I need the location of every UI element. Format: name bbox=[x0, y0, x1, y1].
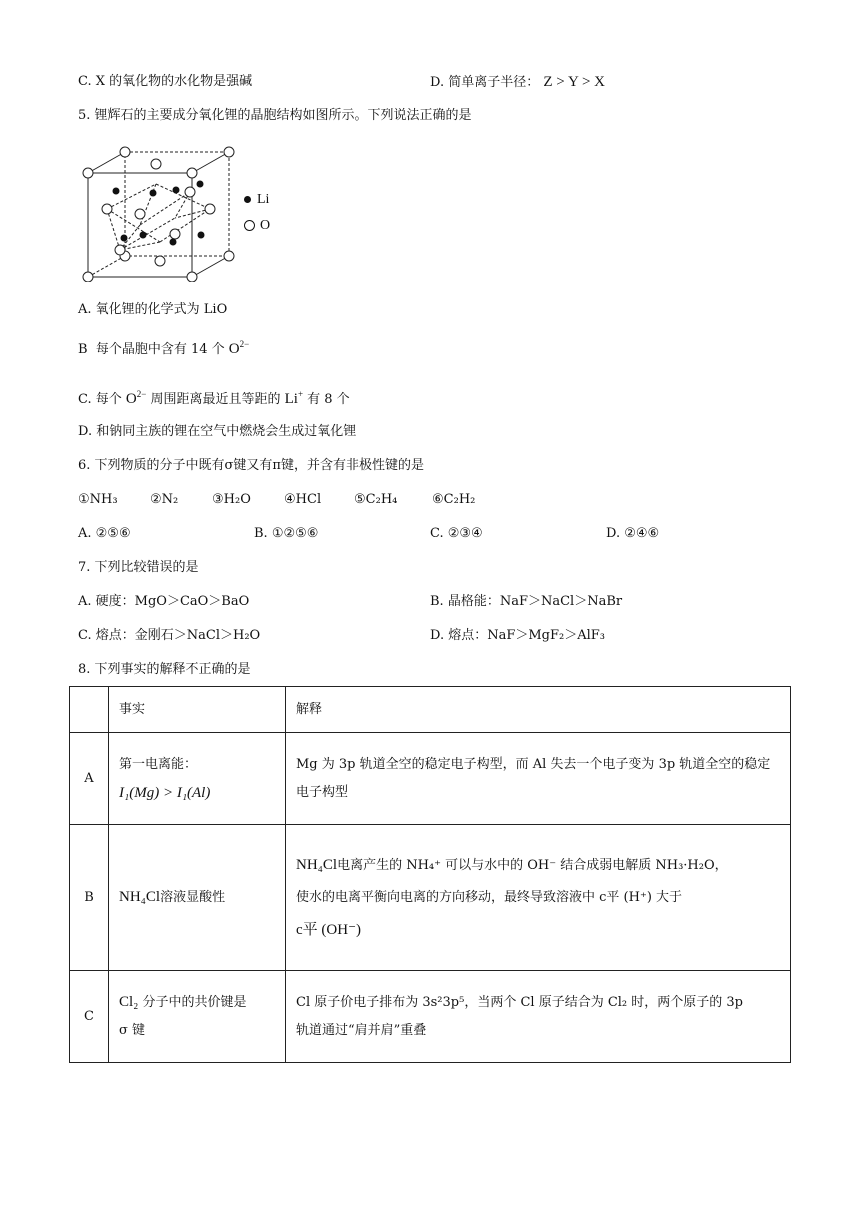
table-header-explain: 解释 bbox=[286, 687, 791, 733]
li-atom-icon bbox=[244, 196, 251, 203]
row-c-explain: Cl 原子价电子排布为 3s²3p⁵，当两个 Cl 原子结合为 Cl₂ 时，两个原子的 3p 轨道通过“肩并肩”重叠 bbox=[286, 971, 791, 1063]
row-a-fact-math: I₁(Mg) > I₁(Al) bbox=[119, 784, 211, 801]
q7-option-b: B. 晶格能：NaF＞NaCl＞NaBr bbox=[430, 594, 623, 609]
q5-option-a: A. 氧化锂的化学式为 LiO bbox=[78, 302, 228, 317]
row-b-fact-formula: NH₄Cl bbox=[119, 889, 161, 905]
row-b-fact: NH₄Cl溶液显酸性 bbox=[109, 825, 286, 971]
facts-table bbox=[69, 686, 791, 1063]
q5-option-b-label: B bbox=[78, 342, 88, 357]
legend-o: O bbox=[244, 218, 270, 234]
row-a-fact: 第一电离能： I₁(Mg) > I₁(Al) bbox=[109, 733, 286, 825]
row-c-fact-formula: Cl₂ bbox=[119, 994, 139, 1010]
row-b-explain: NH₄Cl电离产生的 NH₄⁺ 可以与水中的 OH⁻ 结合成弱电解质 NH₃·H₂O， 使水的电离平衡向电离的方向移动，最终导致溶液中 c平 (H⁺) 大于 c平 (OH⁻) bbox=[286, 825, 791, 971]
q5-option-d: D. 和钠同主族的锂在空气中燃烧会生成过氧化锂 bbox=[78, 424, 357, 439]
q6-item-2: ②N₂ bbox=[150, 492, 179, 507]
row-label-c: C bbox=[70, 971, 109, 1063]
q5-option-b bbox=[78, 334, 249, 360]
o-atom-icon bbox=[244, 220, 255, 231]
row-label-a: A bbox=[70, 733, 109, 825]
q6-option-c: C. ②③④ bbox=[430, 526, 483, 541]
q6-option-a: A. ②⑤⑥ bbox=[78, 526, 131, 541]
table-row bbox=[70, 971, 791, 1063]
option-d-prefix: D. 简单离子半径： bbox=[430, 75, 540, 90]
q5-option-c-ion1: $O^{2-}$ bbox=[125, 389, 147, 407]
q5-option-c-ion2: Li+ bbox=[284, 389, 304, 407]
q7-option-a: A. 硬度：MgO＞CaO＞BaO bbox=[78, 594, 250, 609]
q8-stem: 8. 下列事实的解释不正确的是 bbox=[78, 662, 251, 677]
row-c-fact: Cl₂ 分子中的共价键是 σ 键 bbox=[109, 971, 286, 1063]
crystal-cell-figure bbox=[80, 146, 240, 282]
q6-item-3: ③H₂O bbox=[212, 492, 251, 507]
option-d-prev bbox=[430, 72, 605, 93]
q5-option-b-ion: $O^{2-}$ bbox=[228, 339, 250, 357]
q6-item-5: ⑤C₂H₄ bbox=[354, 492, 398, 507]
q5-option-b-text: 每个晶胞中含有 14 个 bbox=[95, 342, 225, 357]
q7-option-c: C. 熔点：金刚石＞NaCl＞H₂O bbox=[78, 628, 261, 643]
legend-li: Li bbox=[244, 192, 269, 208]
table-header-empty bbox=[70, 687, 109, 733]
option-d-math: Z > Y > X bbox=[543, 74, 606, 90]
table-header-row bbox=[70, 687, 791, 733]
row-a-explain: Mg 为 3p 轨道全空的稳定电子构型，而 Al 失去一个电子变为 3p 轨道全空的稳定电子构型 bbox=[286, 733, 791, 825]
q6-item-4: ④HCl bbox=[284, 492, 322, 507]
q5-option-c: C. 每个 $O^{2-}$ 周围距离最近且等距的 Li+ 有 8 个 bbox=[78, 389, 350, 407]
q6-item-1: ①NH₃ bbox=[78, 492, 118, 507]
table-row bbox=[70, 825, 791, 971]
q6-stem: 6. 下列物质的分子中既有σ键又有π键，并含有非极性键的是 bbox=[78, 458, 424, 473]
q6-item-6: ⑥C₂H₂ bbox=[432, 492, 476, 507]
q7-stem: 7. 下列比较错误的是 bbox=[78, 560, 199, 575]
q7-option-d: D. 熔点：NaF＞MgF₂＞AlF₃ bbox=[430, 628, 606, 643]
table-row bbox=[70, 733, 791, 825]
q5-stem: 5. 锂辉石的主要成分氧化锂的晶胞结构如图所示。下列说法正确的是 bbox=[78, 108, 472, 123]
q6-option-d: D. ②④⑥ bbox=[606, 526, 660, 541]
row-label-b: B bbox=[70, 825, 109, 971]
q6-option-b: B. ①②⑤⑥ bbox=[254, 526, 319, 541]
option-c-prev: C. X 的氧化物的水化物是强碱 bbox=[78, 74, 253, 89]
table-header-fact: 事实 bbox=[109, 687, 286, 733]
